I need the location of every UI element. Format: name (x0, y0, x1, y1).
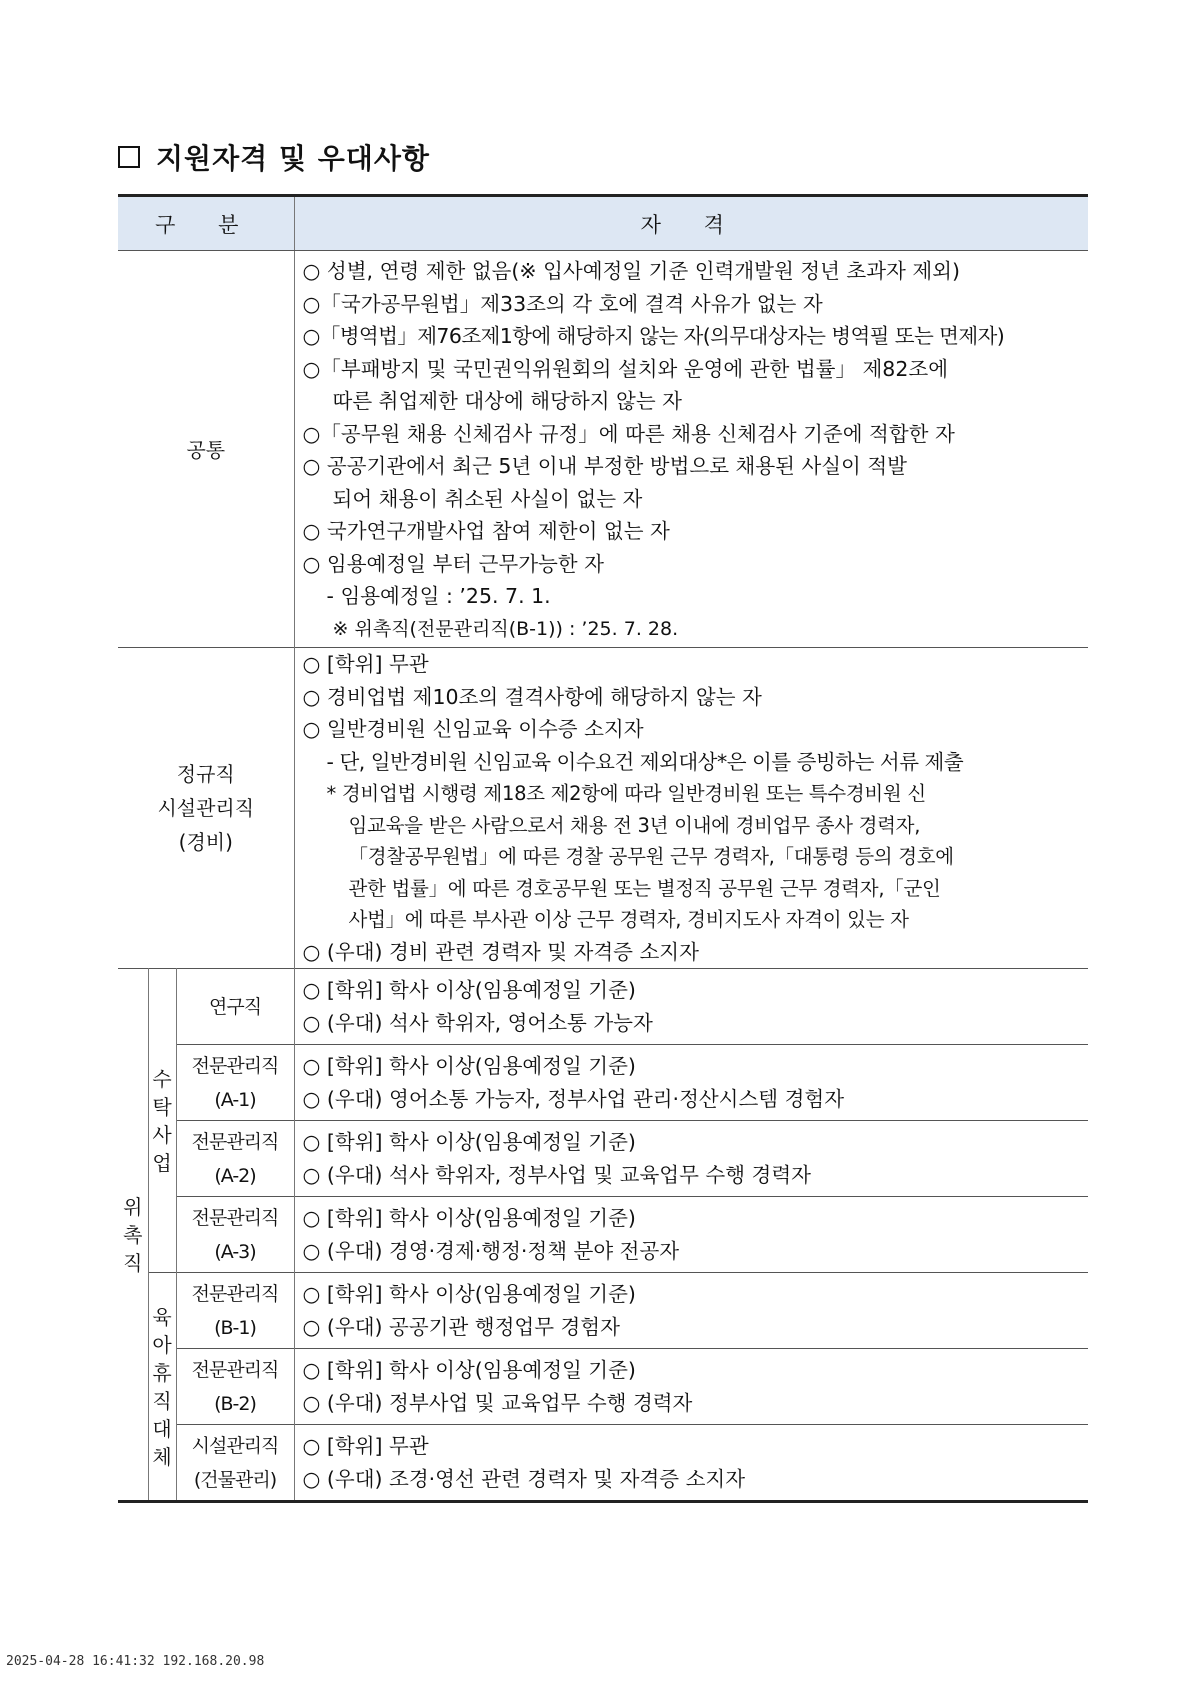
list-item: ○ (우대) 영어소통 가능자, 정부사업 관리·정산시스템 경험자 (302, 1086, 845, 1111)
content-a1 (294, 1045, 1088, 1121)
position-name: 전문관리직 (191, 1054, 279, 1077)
label-line: (경비) (178, 830, 233, 854)
row-b1 (118, 1273, 1088, 1349)
content-regular-security (294, 648, 1088, 969)
position-code: (A-1) (214, 1088, 256, 1111)
list-item: ○ [학위] 무관 (302, 652, 429, 676)
list-item: ○ (우대) 공공기관 행정업무 경험자 (302, 1314, 620, 1339)
row-b2 (118, 1349, 1088, 1425)
list-item: ○ (우대) 정부사업 및 교육업무 수행 경력자 (302, 1390, 693, 1415)
list-item: 되어 채용이 취소된 사실이 없는 자 (332, 486, 643, 511)
footnote-line: 「경찰공무원법」에 따른 경찰 공무원 근무 경력자,「대통령 등의 경호에 (348, 845, 954, 868)
name-a1 (176, 1045, 294, 1121)
position-name: 연구직 (208, 995, 262, 1018)
list-item: - 단, 일반경비원 신임교육 이수요건 제외대상*은 이를 증빙하는 서류 제출 (326, 749, 964, 774)
label-line: 시설관리직 (157, 796, 255, 820)
header-qualification: 자 격 (294, 196, 1088, 251)
list-item: ○ 경비업법 제10조의 결격사항에 해당하지 않는 자 (302, 684, 762, 709)
position-code: (B-2) (214, 1392, 256, 1415)
name-researcher (176, 969, 294, 1045)
footnote-line: 사법」에 따른 부사관 이상 근무 경력자, 경비지도사 자격이 있는 자 (348, 908, 909, 931)
section-title: 지원자격 및 우대사항 (156, 142, 430, 175)
row-regular-security (118, 648, 1088, 969)
content-b2 (294, 1349, 1088, 1425)
list-item: - 임용예정일 : ’25. 7. 1. (326, 584, 551, 608)
content-common (294, 251, 1088, 648)
list-item: ○ [학위] 학사 이상(임용예정일 기준) (302, 1282, 636, 1306)
footnote-line: 관한 법률」에 따른 경호공무원 또는 별정직 공무원 근무 경력자,「군인 (348, 876, 941, 900)
list-item: ○ 성별, 연령 제한 없음(※ 입사예정일 기준 인력개발원 정년 초과자 제외) (302, 259, 960, 283)
footnote-line: 임교육을 받은 사람으로서 채용 전 3년 이내에 경비업무 종사 경력자, (348, 813, 921, 837)
footnote-line: * 경비업법 시행령 제18조 제2항에 따라 일반경비원 또는 특수경비원 신 (326, 782, 926, 805)
row-common (118, 251, 1088, 648)
row-facility (118, 1425, 1088, 1502)
row-a1 (118, 1045, 1088, 1121)
position-name: 시설관리직 (191, 1434, 279, 1457)
list-item: ○ (우대) 조경·영선 관련 경력자 및 자격증 소지자 (302, 1466, 745, 1491)
list-item: ○ [학위] 학사 이상(임용예정일 기준) (302, 978, 636, 1002)
section-heading (118, 139, 430, 175)
list-item: ○ [학위] 학사 이상(임용예정일 기준) (302, 1130, 636, 1154)
list-item: ○「공무원 채용 신체검사 규정」에 따른 채용 신체검사 기준에 적합한 자 (302, 421, 955, 446)
row-a2 (118, 1121, 1088, 1197)
name-a3 (176, 1197, 294, 1273)
list-item: ○ [학위] 학사 이상(임용예정일 기준) (302, 1358, 636, 1382)
position-name: 전문관리직 (191, 1206, 279, 1229)
content-facility (294, 1425, 1088, 1502)
label-group-parental (148, 1273, 176, 1502)
row-a3 (118, 1197, 1088, 1273)
list-item: ○ [학위] 학사 이상(임용예정일 기준) (302, 1206, 636, 1230)
list-item: ○「국가공무원법」제33조의 각 호에 결격 사유가 없는 자 (302, 291, 823, 316)
list-item: ※ 위촉직(전문관리직(B-1)) : ’25. 7. 28. (332, 617, 679, 640)
label-common: 공통 (118, 251, 294, 648)
list-item: ○ 공공기관에서 최근 5년 이내 부정한 방법으로 채용된 사실이 적발 (302, 454, 907, 478)
label-group-contract-text: 수탁사업 (152, 1066, 172, 1175)
content-a3 (294, 1197, 1088, 1273)
list-item: 따른 취업제한 대상에 해당하지 않는 자 (332, 389, 682, 413)
list-item: ○ (우대) 석사 학위자, 정부사업 및 교육업무 수행 경력자 (302, 1162, 811, 1187)
name-b2 (176, 1349, 294, 1425)
table-header-row (118, 196, 1088, 251)
row-researcher (118, 969, 1088, 1045)
list-item: ○ 임용예정일 부터 근무가능한 자 (302, 551, 604, 576)
content-b1 (294, 1273, 1088, 1349)
qualification-table (118, 194, 1088, 1503)
label-regular-security (118, 648, 294, 969)
position-code: (A-3) (214, 1240, 256, 1263)
list-item: ○ (우대) 경비 관련 경력자 및 자격증 소지자 (302, 939, 699, 964)
content-a2 (294, 1121, 1088, 1197)
name-b1 (176, 1273, 294, 1349)
position-name: 전문관리직 (191, 1282, 279, 1305)
list-item: ○ (우대) 경영·경제·행정·정책 분야 전공자 (302, 1238, 680, 1263)
content-researcher (294, 969, 1088, 1045)
name-a2 (176, 1121, 294, 1197)
label-commissioned-text: 위촉직 (123, 1194, 143, 1275)
label-group-contract (148, 969, 176, 1273)
label-group-parental-text: 육아휴직대체 (152, 1304, 172, 1469)
list-item: ○「병역법」제76조제1항에 해당하지 않는 자(의무대상자는 병역필 또는 면제자) (302, 324, 1005, 348)
position-code: (B-1) (214, 1316, 256, 1339)
list-item: ○ [학위] 학사 이상(임용예정일 기준) (302, 1054, 636, 1078)
list-item: ○ 국가연구개발사업 참여 제한이 없는 자 (302, 519, 670, 543)
name-facility (176, 1425, 294, 1502)
position-name: 전문관리직 (191, 1358, 279, 1381)
print-timestamp: 2025-04-28 16:41:32 192.168.20.98 (6, 1654, 265, 1669)
label-line: 정규직 (176, 762, 235, 786)
list-item: ○ (우대) 석사 학위자, 영어소통 가능자 (302, 1010, 653, 1035)
checkbox-square-icon (118, 146, 140, 168)
label-commissioned (118, 969, 148, 1502)
position-code: (건물관리) (193, 1468, 277, 1491)
header-category: 구 분 (118, 196, 294, 251)
position-code: (A-2) (214, 1164, 256, 1187)
position-name: 전문관리직 (191, 1130, 279, 1153)
list-item: ○ [학위] 무관 (302, 1434, 429, 1458)
list-item: ○ 일반경비원 신임교육 이수증 소지자 (302, 717, 644, 741)
list-item: ○「부패방지 및 국민권익위원회의 설치와 운영에 관한 법률」 제82조에 (302, 356, 948, 381)
